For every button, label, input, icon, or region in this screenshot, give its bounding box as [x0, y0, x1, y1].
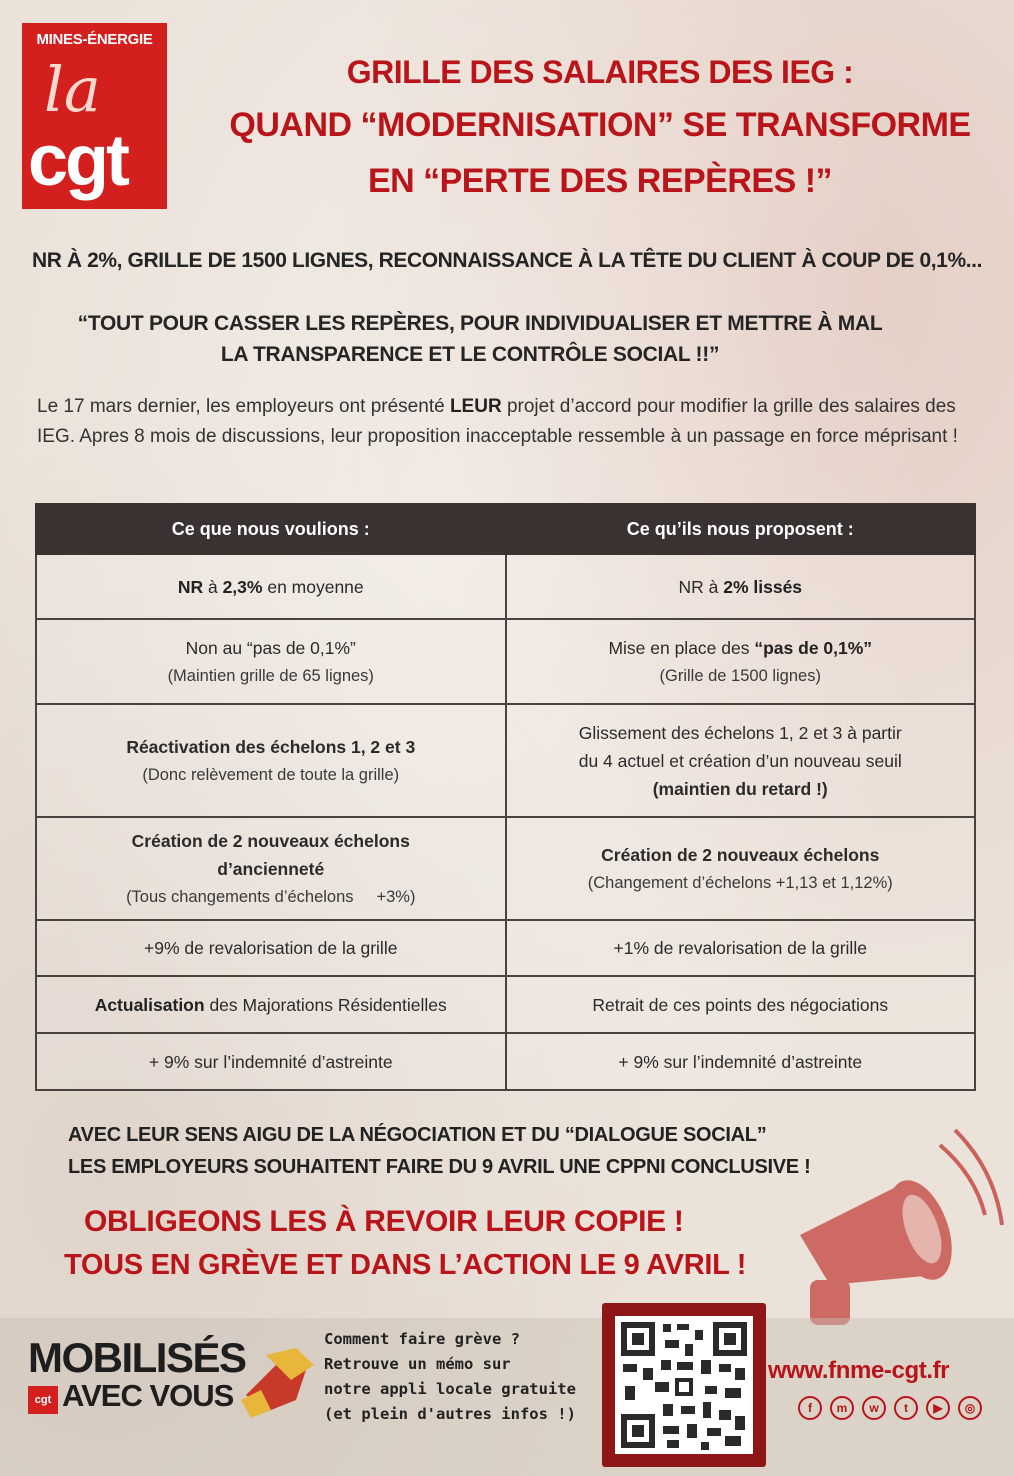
intro-part-1: Le 17 mars dernier, les employeurs ont présenté	[37, 396, 450, 417]
intro-part-2: projet	[501, 396, 555, 417]
footer-cgt-logo: cgt	[28, 1386, 58, 1414]
callout-line-1: AVEC LEUR SENS AIGU DE LA NÉGOCIATION ET DU “DIALOGUE SOCIAL”	[68, 1124, 767, 1146]
logo-cgt: cgt	[28, 121, 127, 201]
intro-paragraph	[37, 392, 977, 452]
web-icon[interactable]: w	[862, 1396, 886, 1420]
table-row	[36, 1033, 975, 1090]
cell-left	[36, 817, 506, 920]
headline-line-1: GRILLE DES SALAIRES DES IEG :	[346, 54, 854, 90]
cell-subtext: (Changement d’échelons +1,13 et 1,12%)	[587, 873, 893, 892]
cell-left: +9% de revalorisation de la grille	[36, 920, 506, 976]
intro-part-3: d’accord pour modifier la grille des salaires des IEG. Apres 8 mois de discussions, leur proposition inacceptable ressemble à un passage en force méprisant !	[37, 396, 958, 447]
cell-right	[506, 817, 976, 920]
logo-top-text: MINES-ÉNERGIE	[36, 31, 153, 48]
header-left: Ce que nous voulions :	[36, 504, 506, 554]
cell-subtext: (Grille de 1500 lignes)	[659, 666, 821, 685]
fist-icon	[236, 1340, 320, 1420]
comparison-table	[35, 503, 976, 1091]
howto-line: Comment faire grève ?	[324, 1330, 520, 1348]
table-header-row	[36, 504, 975, 554]
cell-text: (maintien du retard !)	[652, 778, 828, 799]
cell-text: à	[708, 576, 724, 597]
logo-la: la	[44, 53, 101, 126]
cell-text: Création de 2 nouveaux échelons	[601, 844, 880, 865]
howto-line: Retrouve un mémo sur	[324, 1355, 511, 1373]
cell-text: des Majorations Résidentielles	[204, 994, 447, 1015]
megaphone-icon	[770, 1115, 1005, 1330]
cell-main	[519, 634, 963, 662]
cell-text: Glissement des échelons 1, 2 et 3 à partir	[578, 722, 902, 743]
youtube-icon[interactable]: ▶	[926, 1396, 950, 1420]
cell-text: 2,3%	[222, 576, 263, 597]
cell-text: 2% lissés	[723, 576, 803, 597]
cell-text: Mise en place des	[608, 637, 755, 658]
table-row	[36, 920, 975, 976]
headline-line-2: QUAND “MODERNISATION” SE TRANSFORME	[229, 106, 971, 144]
cell-left	[36, 554, 506, 619]
subheadline: NR À 2%, GRILLE DE 1500 LIGNES, RECONNAISSANCE À LA TÊTE DU CLIENT À COUP DE 0,1%...	[31, 249, 983, 272]
intro-bold-leur: LEUR	[449, 396, 502, 417]
cta-line-2: TOUS EN GRÈVE ET DANS L’ACTION LE 9 AVRIL !	[64, 1249, 747, 1281]
cgt-logo	[22, 23, 167, 209]
cell-left	[36, 704, 506, 817]
cell-subtext: (Maintien grille de 65 lignes)	[167, 666, 374, 685]
footer-mobilises: MOBILISÉS	[28, 1334, 246, 1381]
qr-code[interactable]	[602, 1303, 766, 1467]
table-row	[36, 619, 975, 704]
cell-text: en moyenne	[262, 576, 364, 597]
cell-text: Actualisation	[94, 994, 205, 1015]
social-icons	[798, 1396, 982, 1420]
cell-text: Réactivation des échelons 1, 2 et 3	[126, 736, 416, 757]
cell-right	[506, 554, 976, 619]
table-row	[36, 976, 975, 1033]
cell-subtext: (Donc relèvement de toute la grille)	[142, 765, 400, 784]
quote-line-1: “TOUT POUR CASSER LES REPÈRES, POUR INDIVIDUALISER ET METTRE À MAL	[77, 312, 883, 335]
cell-left	[36, 976, 506, 1033]
table-row	[36, 817, 975, 920]
twitter-icon[interactable]: t	[894, 1396, 918, 1420]
quote-line-2: LA TRANSPARENCE ET LE CONTRÔLE SOCIAL !!”	[220, 343, 720, 366]
cell-text: d’ancienneté	[217, 858, 325, 879]
cell-right	[506, 704, 976, 817]
facebook-icon[interactable]: f	[798, 1396, 822, 1420]
cell-right: + 9% sur l’indemnité d’astreinte	[506, 1033, 976, 1090]
cell-text: du 4 actuel et création d’un nouveau seuil	[578, 750, 902, 771]
header-right: Ce qu’ils nous proposent :	[506, 504, 976, 554]
cell-text: Non au “pas de 0,1%”	[185, 637, 356, 658]
cell-text: NR	[678, 576, 709, 597]
qr-code-pattern	[615, 1316, 753, 1454]
table-row	[36, 554, 975, 619]
callout-line-2: LES EMPLOYEURS SOUHAITENT FAIRE DU 9 AVRIL UNE CPPNI CONCLUSIVE !	[68, 1156, 811, 1178]
cell-left: + 9% sur l’indemnité d’astreinte	[36, 1033, 506, 1090]
cell-subtext: (Tous changements d’échelons +3%)	[126, 887, 416, 906]
cell-text: Création de 2 nouveaux échelons	[131, 830, 410, 851]
cell-left	[36, 619, 506, 704]
instagram-icon[interactable]: ◎	[958, 1396, 982, 1420]
cell-right: Retrait de ces points des négociations	[506, 976, 976, 1033]
cell-text: “pas de 0,1%”	[754, 637, 873, 658]
howto-line: notre appli locale gratuite	[324, 1380, 576, 1398]
cta-line-1: OBLIGEONS LES À REVOIR LEUR COPIE !	[84, 1205, 684, 1238]
cell-text: à	[203, 576, 223, 597]
headline-line-3: EN “PERTE DES REPÈRES !”	[367, 162, 833, 200]
cell-right	[506, 619, 976, 704]
qr-icon	[615, 1316, 753, 1454]
cell-right: +1% de revalorisation de la grille	[506, 920, 976, 976]
cell-text: NR	[177, 576, 204, 597]
footer-avec-vous: AVEC VOUS	[62, 1378, 234, 1413]
website-link[interactable]: www.fnme-cgt.fr	[768, 1357, 950, 1384]
table-row	[36, 704, 975, 817]
mastodon-icon[interactable]: m	[830, 1396, 854, 1420]
howto-line: (et plein d'autres infos !)	[324, 1405, 576, 1423]
strike-howto-text	[324, 1327, 609, 1427]
